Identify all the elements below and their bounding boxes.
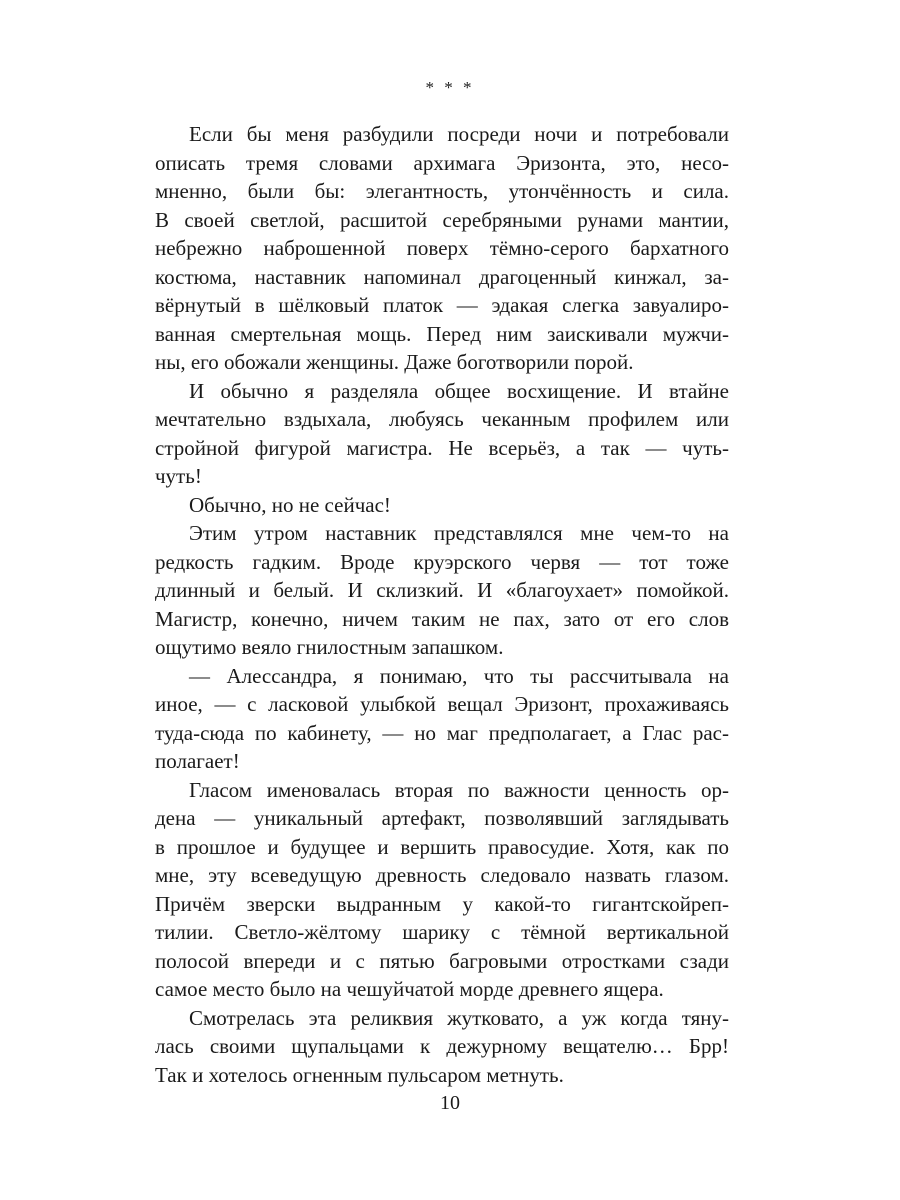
text-line: стройной фигурой магистра. Не всерьёз, а так — чуть- (155, 435, 729, 460)
text-line: в прошлое и будущее и вершить правосудие. Хотя, как по (155, 834, 729, 859)
text-line: Гласом именовалась вторая по важности ценность ор- (189, 777, 729, 802)
text-line: чуть! (155, 464, 202, 488)
text-line: мненно, были бы: элегантность, утончённость и сила. (155, 179, 729, 203)
text-line: небрежно наброшенной поверх тёмно-серого бархатного (155, 236, 729, 260)
text-line: длинный и белый. И склизкий. И «благоухает» помойкой. (155, 578, 729, 602)
text-line: дена — уникальный артефакт, позволявший заглядывать (155, 806, 729, 830)
text-line: иное, — с ласковой улыбкой вещал Эризонт, прохаживаясь (155, 692, 729, 716)
text-line: В своей светлой, расшитой серебряными рунами мантии, (155, 207, 729, 232)
text-line: Причём зверски выдранным у какой-то гигантскойреп- (155, 891, 729, 916)
text-line: Этим утром наставник представлялся мне чем-то на (189, 521, 729, 545)
text-line: мне, эту всеведущую древность следовало назвать глазом. (155, 863, 729, 887)
text-line: лась своими щупальцами к дежурному вещателю… Брр! (155, 1034, 729, 1058)
text-line: тилии. Светло-жёлтому шарику с тёмной вертикальной (155, 920, 729, 944)
page-number: 10 (440, 1092, 460, 1114)
text-line: — Алессандра, я понимаю, что ты рассчитывала на (189, 663, 729, 688)
text-line: Так и хотелось огненным пульсаром метнуть. (155, 1062, 564, 1087)
text-line: редкость гадким. Вроде круэрского червя — тот тоже (155, 549, 729, 574)
text-line: Если бы меня разбудили посреди ночи и потребовали (189, 122, 729, 146)
text-line: Смотрелась эта реликвия жутковато, а уж когда тяну- (189, 1005, 729, 1030)
text-line: Обычно, но не сейчас! (189, 492, 391, 517)
text-line: полосой впереди и с пятью багровыми отростками сзади (155, 948, 729, 973)
body-text (155, 120, 729, 1089)
section-separator: * * * (425, 78, 475, 97)
text-line: полагает! (155, 749, 240, 773)
text-line: вёрнутый в шёлковый платок — эдакая слегка завуалиро- (155, 293, 729, 317)
text-line: И обычно я разделяла общее восхищение. И втайне (189, 378, 729, 403)
text-line: самое место было на чешуйчатой морде древнего ящера. (155, 977, 664, 1001)
text-line: ощутимо веяло гнилостным запашком. (155, 635, 504, 659)
text-line: туда-сюда по кабинету, — но маг предполагает, а Глас рас- (155, 720, 729, 745)
text-line: ванная смертельная мощь. Перед ним заискивали мужчи- (155, 321, 729, 346)
text-line: ны, его обожали женщины. Даже боготворили порой. (155, 350, 634, 374)
text-line: мечтательно вздыхала, любуясь чеканным профилем или (155, 407, 729, 431)
text-line: костюма, наставник напоминал драгоценный кинжал, за- (155, 264, 729, 289)
text-line: описать тремя словами архимага Эризонта, это, несо- (155, 150, 729, 175)
text-line: Магистр, конечно, ничем таким не пах, зато от его слов (155, 606, 729, 631)
